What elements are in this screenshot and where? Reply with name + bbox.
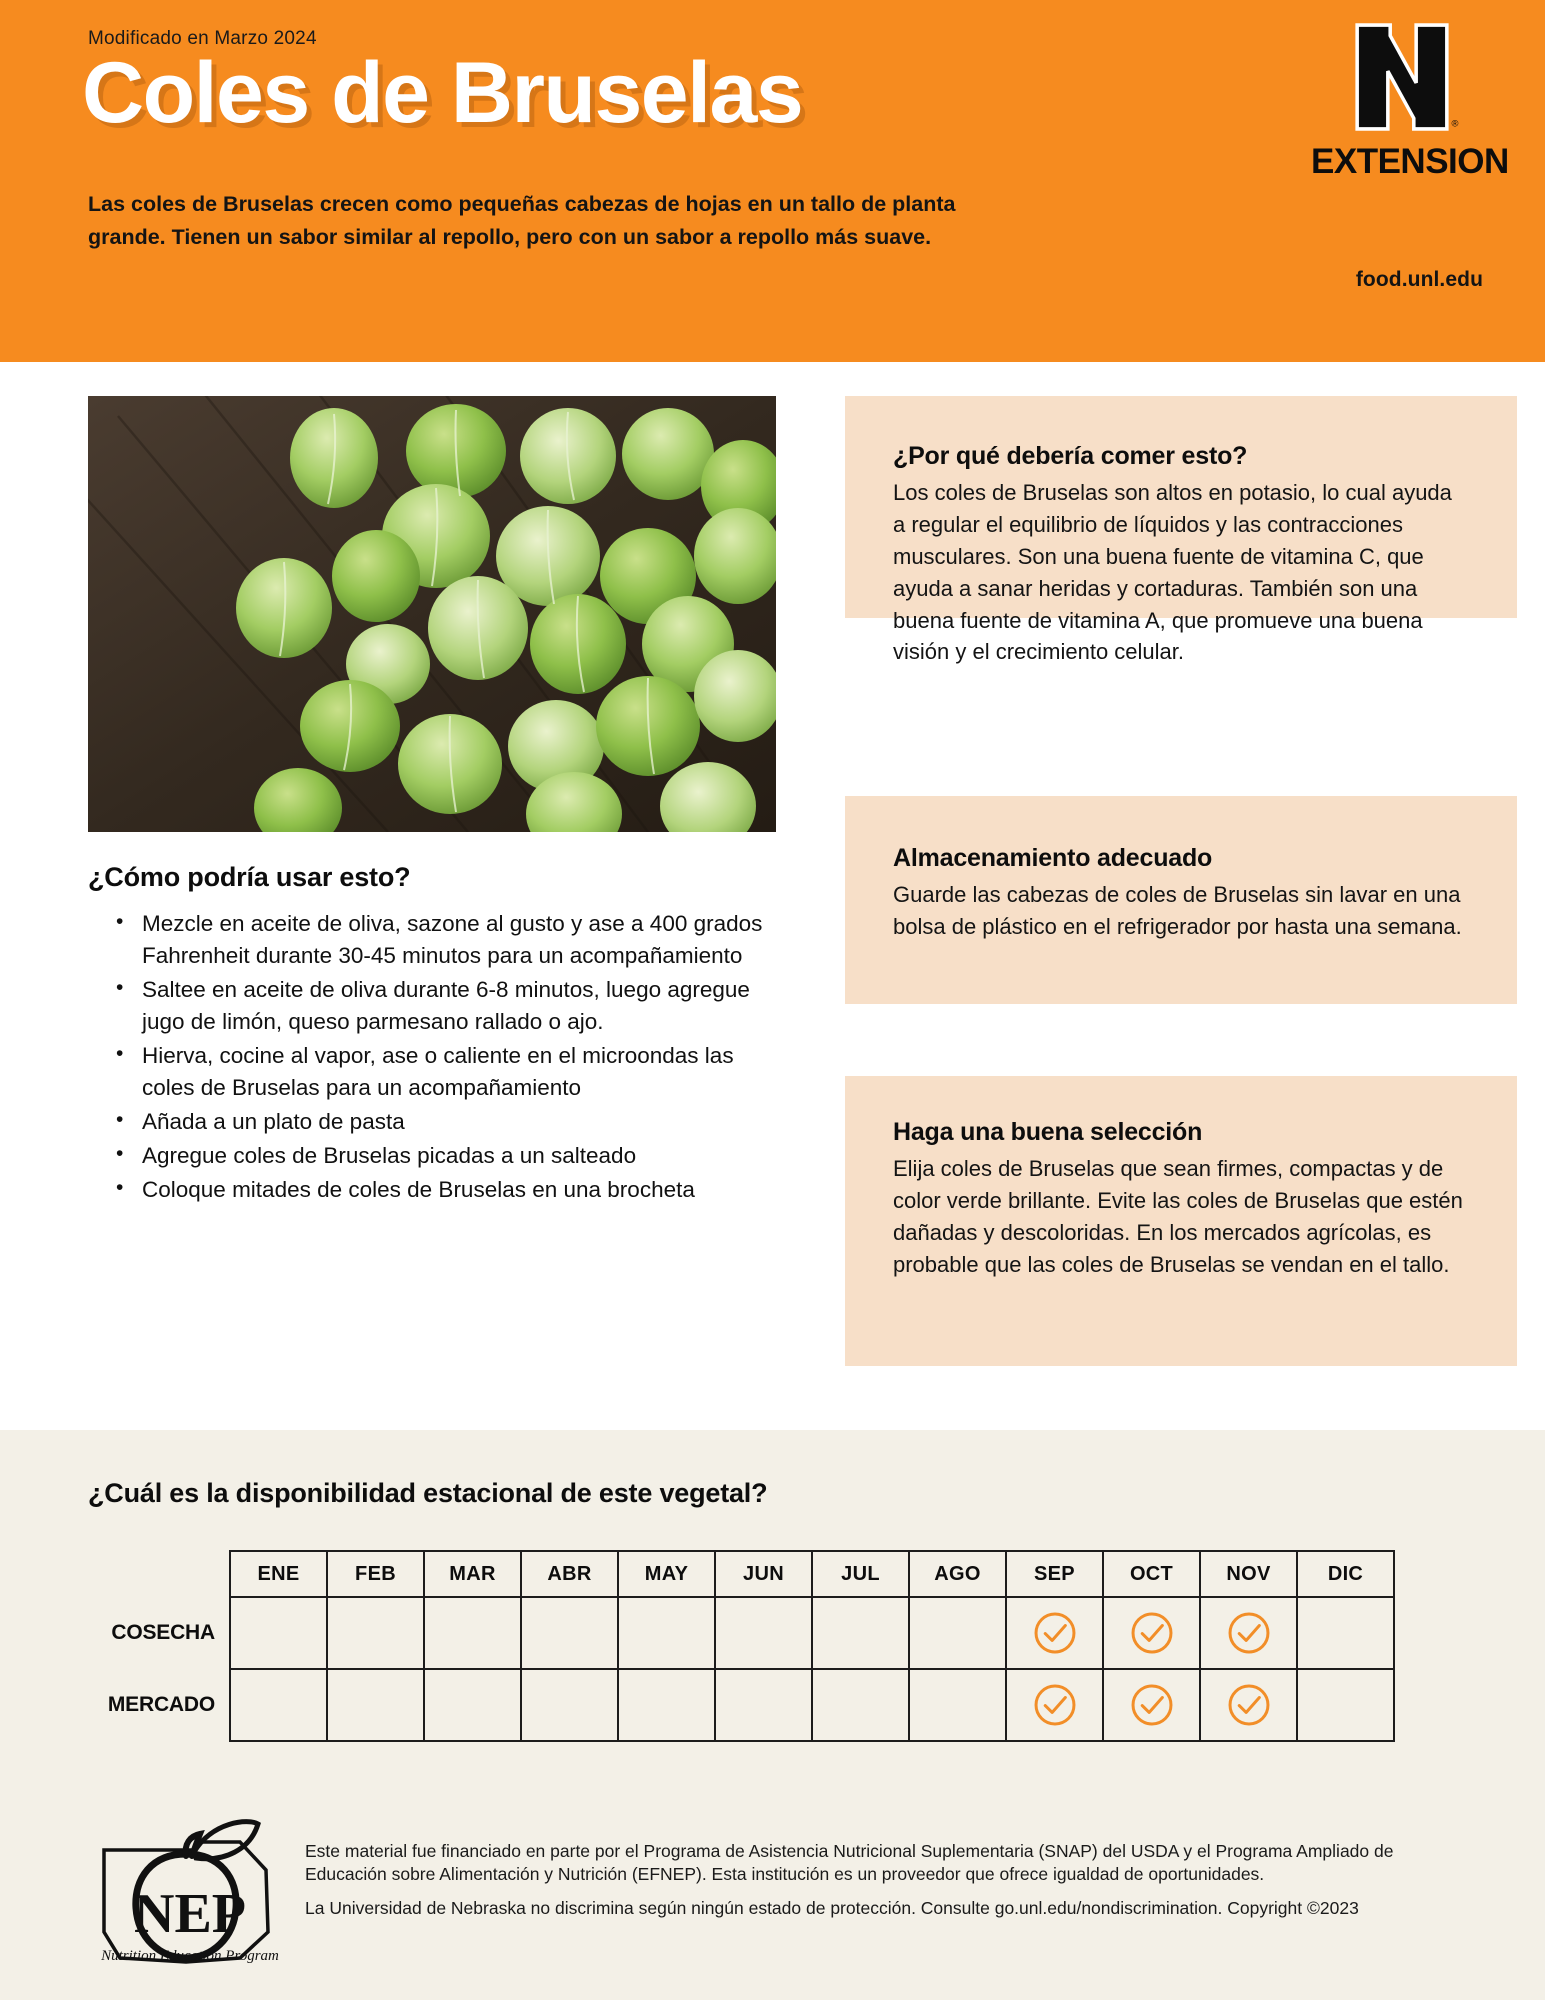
page-header — [0, 0, 1545, 362]
nep-initials: NEP — [134, 1883, 246, 1945]
availability-cell[interactable] — [327, 1669, 424, 1741]
row-label: COSECHA — [111, 1621, 215, 1644]
availability-cell[interactable] — [1103, 1669, 1200, 1741]
footer-paragraph-1: Este material fue financiado en parte por el Programa de Asistencia Nutricional Suplementaria (SNAP) del USDA y el Programa Ampliado de Educación sobre Alimentación y Nutrición (EFNEP). Esta institución es un proveedor que ofrece igualdad de oportunidades. — [305, 1841, 1394, 1885]
availability-cell[interactable] — [909, 1597, 1006, 1669]
availability-cell[interactable] — [715, 1669, 812, 1741]
selection-box — [845, 1076, 1517, 1366]
table-header-row — [84, 1551, 1394, 1597]
availability-cell[interactable] — [1103, 1597, 1200, 1669]
svg-text:®: ® — [1451, 117, 1459, 129]
why-eat-title: ¿Por qué debería comer esto? — [893, 442, 1248, 470]
month-header: AGO — [909, 1551, 1006, 1597]
list-item: • Añada a un plato de pasta — [110, 1106, 780, 1138]
why-eat-box — [845, 396, 1517, 665]
month-header: JUN — [715, 1551, 812, 1597]
list-item: • Coloque mitades de coles de Bruselas en una brocheta — [110, 1174, 780, 1206]
availability-table — [84, 1550, 1395, 1742]
selection-body: Elija coles de Bruselas que sean firmes, compactas y de color verde brillante. Evite las coles de Bruselas que estén dañadas y descoloridas. En los mercados agrícolas, es probable que las coles de Bruselas se vendan en el tallo. — [893, 1156, 1463, 1277]
modified-date: Modificado en Marzo 2024 — [88, 28, 317, 49]
seasonal-heading: ¿Cuál es la disponibilidad estacional de este vegetal? — [88, 1478, 768, 1508]
brussels-sprouts-photo — [88, 396, 776, 832]
availability-cell[interactable] — [230, 1669, 327, 1741]
photo-illustration — [88, 396, 776, 832]
table-corner-cell — [84, 1551, 230, 1597]
extension-wordmark: EXTENSION — [1311, 142, 1509, 181]
availability-cell[interactable] — [812, 1669, 909, 1741]
availability-cell[interactable] — [618, 1597, 715, 1669]
month-header: OCT — [1103, 1551, 1200, 1597]
why-eat-body: Los coles de Bruselas son altos en potasio, lo cual ayuda a regular el equilibrio de líquidos y las contracciones musculares. Son una buena fuente de vitamina C, que ayuda a sanar heridas y cortaduras. También son una buena fuente de vitamina A, que promueve una buena visión y el crecimiento celular. — [893, 480, 1452, 665]
nep-subtitle: Nutrition Education Program — [101, 1948, 279, 1964]
selection-title: Haga una buena selección — [893, 1118, 1203, 1146]
month-header: NOV — [1200, 1551, 1297, 1597]
unl-extension-logo — [1311, 18, 1509, 182]
availability-cell[interactable] — [812, 1597, 909, 1669]
footer-disclaimer — [305, 1840, 1465, 1920]
availability-cell[interactable] — [1006, 1669, 1103, 1741]
check-circle-icon — [1032, 1682, 1078, 1728]
month-header: FEB — [327, 1551, 424, 1597]
footer-paragraph-2: La Universidad de Nebraska no discrimina según ningún estado de protección. Consulte go.unl.edu/nondiscrimination. Copyright ©2023 — [305, 1897, 1359, 1918]
how-to-use-list — [110, 908, 780, 1207]
availability-cell[interactable] — [1297, 1669, 1394, 1741]
storage-box — [845, 796, 1517, 1004]
availability-cell[interactable] — [909, 1669, 1006, 1741]
month-header: DIC — [1297, 1551, 1394, 1597]
month-header: MAY — [618, 1551, 715, 1597]
month-header: JUL — [812, 1551, 909, 1597]
month-header: SEP — [1006, 1551, 1103, 1597]
list-item: • Saltee en aceite de oliva durante 6-8 minutos, luego agregue jugo de limón, queso parmesano rallado o ajo. — [110, 974, 780, 1038]
availability-cell[interactable] — [618, 1669, 715, 1741]
nebraska-n-icon — [1343, 18, 1461, 136]
nep-program-logo — [90, 1812, 290, 1984]
availability-cell[interactable] — [521, 1597, 618, 1669]
availability-cell[interactable] — [1297, 1597, 1394, 1669]
intro-paragraph: Las coles de Bruselas crecen como pequeñas cabezas de hojas en un tallo de planta grande. Tienen un sabor similar al repollo, pero con un sabor a repollo más suave. — [88, 192, 956, 249]
availability-cell[interactable] — [715, 1597, 812, 1669]
list-item: • Mezcle en aceite de oliva, sazone al gusto y ase a 400 grados Fahrenheit durante 30-45 minutos para un acompañamiento — [110, 908, 780, 972]
availability-calendar — [84, 1550, 1395, 1742]
availability-cell[interactable] — [327, 1597, 424, 1669]
storage-body: Guarde las cabezas de coles de Bruselas sin lavar en una bolsa de plástico en el refrigerador por hasta una semana. — [893, 882, 1462, 939]
check-circle-icon — [1032, 1610, 1078, 1656]
table-row — [84, 1669, 1394, 1741]
availability-table-body — [84, 1597, 1394, 1741]
availability-cell[interactable] — [424, 1597, 521, 1669]
list-item: • Agregue coles de Bruselas picadas a un salteado — [110, 1140, 780, 1172]
availability-cell[interactable] — [521, 1669, 618, 1741]
month-header: MAR — [424, 1551, 521, 1597]
how-to-use-heading: ¿Cómo podría usar esto? — [88, 862, 411, 892]
website-url[interactable]: food.unl.edu — [1355, 268, 1483, 291]
month-header: ENE — [230, 1551, 327, 1597]
check-circle-icon — [1226, 1682, 1272, 1728]
check-circle-icon — [1226, 1610, 1272, 1656]
month-header: ABR — [521, 1551, 618, 1597]
availability-cell[interactable] — [424, 1669, 521, 1741]
check-circle-icon — [1129, 1610, 1175, 1656]
page-title: Coles de Bruselas — [82, 45, 803, 141]
availability-cell[interactable] — [230, 1597, 327, 1669]
table-row — [84, 1597, 1394, 1669]
check-circle-icon — [1129, 1682, 1175, 1728]
availability-cell[interactable] — [1006, 1597, 1103, 1669]
storage-title: Almacenamiento adecuado — [893, 844, 1213, 872]
availability-cell[interactable] — [1200, 1669, 1297, 1741]
row-label: MERCADO — [107, 1693, 215, 1716]
availability-cell[interactable] — [1200, 1597, 1297, 1669]
list-item: • Hierva, cocine al vapor, ase o caliente en el microondas las coles de Bruselas para un acompañamiento — [110, 1040, 780, 1104]
